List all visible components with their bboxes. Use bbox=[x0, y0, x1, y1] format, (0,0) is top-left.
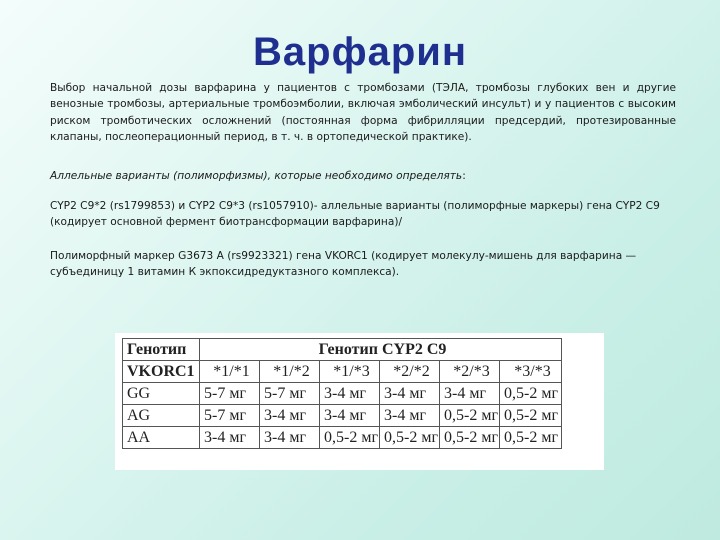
dose-cell: 5-7 мг bbox=[200, 383, 260, 405]
vkorc1-paragraph: Полиморфный маркер G3673 A (rs9923321) гена VKORC1 (кодирует молекулу-мишень для варфарина — субъединицу 1 витамин К экпоксидредуктазного комплекса). bbox=[50, 250, 637, 279]
row-label: GG bbox=[123, 383, 200, 405]
dose-cell: 5-7 мг bbox=[260, 383, 320, 405]
genotype-header: *1/*2 bbox=[260, 361, 320, 383]
dose-cell: 0,5-2 мг bbox=[380, 427, 440, 449]
cyp2c9-paragraph: CYP2 C9*2 (rs1799853) и CYP2 C9*3 (rs1057910)- аллельные варианты (полиморфные маркеры) гена CYP2 C9 (кодирует основной фермент биотрансформации варфарина)/ bbox=[50, 200, 660, 229]
dose-cell: 0,5-2 мг bbox=[320, 427, 380, 449]
genotype-header: *1/*1 bbox=[200, 361, 260, 383]
polymorphisms-heading-colon: : bbox=[462, 170, 466, 182]
page-title: Варфарин bbox=[253, 30, 467, 74]
dose-cell: 0,5-2 мг bbox=[500, 383, 562, 405]
dose-cell: 0,5-2 мг bbox=[440, 405, 500, 427]
dose-cell: 5-7 мг bbox=[200, 405, 260, 427]
table-header-row-1 bbox=[123, 339, 562, 361]
table-row bbox=[123, 383, 562, 405]
table-header-genotype: Генотип bbox=[123, 339, 200, 361]
polymorphisms-heading bbox=[50, 168, 676, 184]
row-label: AG bbox=[123, 405, 200, 427]
dose-cell: 3-4 мг bbox=[320, 405, 380, 427]
dose-cell: 3-4 мг bbox=[380, 383, 440, 405]
dose-cell: 3-4 мг bbox=[380, 405, 440, 427]
dosage-table-panel bbox=[115, 333, 604, 470]
dosage-table bbox=[122, 338, 562, 449]
genotype-header: *2/*2 bbox=[380, 361, 440, 383]
genotype-header: *3/*3 bbox=[500, 361, 562, 383]
table-header-row-2 bbox=[123, 361, 562, 383]
genotype-header: *1/*3 bbox=[320, 361, 380, 383]
dose-cell: 0,5-2 мг bbox=[500, 405, 562, 427]
polymorphisms-heading-italic: Аллельные варианты (полиморфизмы), которые необходимо определять bbox=[50, 170, 463, 182]
row-label: AA bbox=[123, 427, 200, 449]
intro-paragraph: Выбор начальной дозы варфарина у пациентов с тромбозами (ТЭЛА, тромбозы глубоких вен и другие венозные тромбозы, артериальные тромбоэмболии, включая эмболический инсульт) и у пациентов с высоким риском тромботических осложнений (постоянная форма фибрилляции предсердий, протезированные клапаны, послеоперационный период, в т. ч. в ортопедической практике). bbox=[50, 82, 676, 144]
table-row bbox=[123, 427, 562, 449]
dose-cell: 0,5-2 мг bbox=[440, 427, 500, 449]
dose-cell: 3-4 мг bbox=[440, 383, 500, 405]
table-row bbox=[123, 405, 562, 427]
dose-cell: 0,5-2 мг bbox=[500, 427, 562, 449]
dose-cell: 3-4 мг bbox=[260, 405, 320, 427]
table-header-group: Генотип CYP2 C9 bbox=[200, 339, 562, 361]
dose-cell: 3-4 мг bbox=[260, 427, 320, 449]
dose-cell: 3-4 мг bbox=[320, 383, 380, 405]
genotype-header: *2/*3 bbox=[440, 361, 500, 383]
table-header-vkorc1: VKORC1 bbox=[123, 361, 200, 383]
dose-cell: 3-4 мг bbox=[200, 427, 260, 449]
